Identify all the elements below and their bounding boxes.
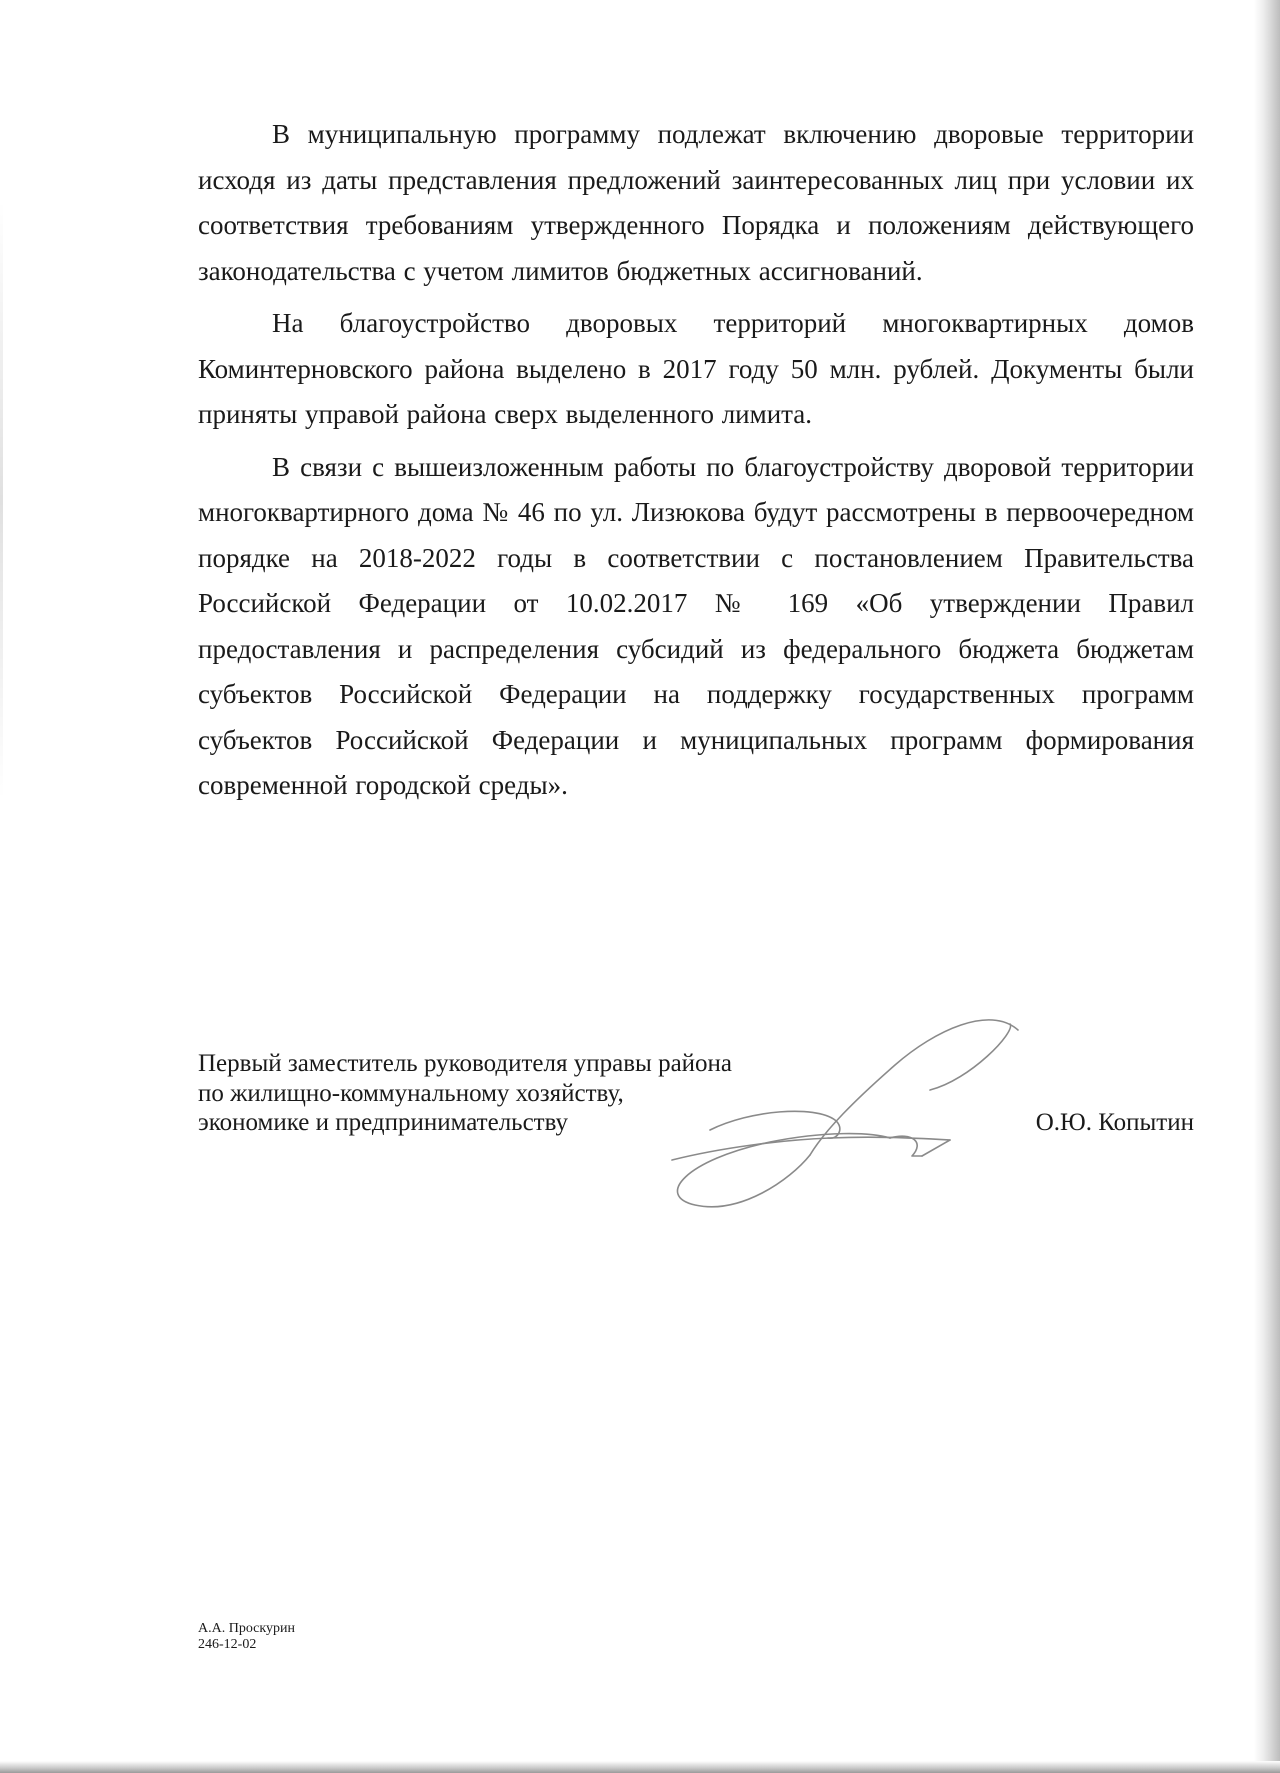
paragraph-conclusion: В связи с вышеизложенным работы по благоустройству дворовой территории многоквартирного дома № 46 по ул. Лизюкова будут рассмотрены в первоочередном порядке на 2018-2022 годы в соответствии с постановлением Правительства Российской Федерации от 10.02.2017 № 169 «Об утверждении Правил предоставления и распределения субсидий из федерального бюджета бюджетам субъектов Российской Федерации на поддержку государственных программ субъектов Российской Федерации и муниципальных программ формирования современной городской среды». (198, 451, 1194, 800)
signer-position-line: экономике и предпринимательству (198, 1109, 569, 1136)
scan-shadow-bottom (0, 1761, 1280, 1773)
executor-phone: 246-12-02 (198, 1637, 257, 1652)
handwritten-signature (650, 1010, 1030, 1210)
paragraph-funding: На благоустройство дворовых территорий многоквартирных домов Коминтерновского района выделено в 2017 году 50 млн. рублей. Документы были приняты управой района сверх выделенного лимита. (198, 308, 1194, 429)
signer-position-line: по жилищно-коммунальному хозяйству, (198, 1079, 624, 1107)
executor-name: А.А. Проскурин (198, 1621, 295, 1636)
scan-shadow-left (0, 200, 3, 800)
scan-shadow-right (1254, 0, 1280, 1773)
letter-body (198, 112, 1194, 816)
paragraph-program-inclusion: В муниципальную программу подлежат включению дворовые территории исходя из даты представления предложений заинтересованных лиц при условии их соответствия требованиям утвержденного Порядка и положениям действующего законодательства с учетом лимитов бюджетных ассигнований. (198, 119, 1194, 286)
executor-info (198, 1621, 295, 1653)
signer-position-line: Первый заместитель руководителя управы района (198, 1050, 733, 1077)
signer-name: О.Ю. Копытин (1035, 1109, 1194, 1136)
